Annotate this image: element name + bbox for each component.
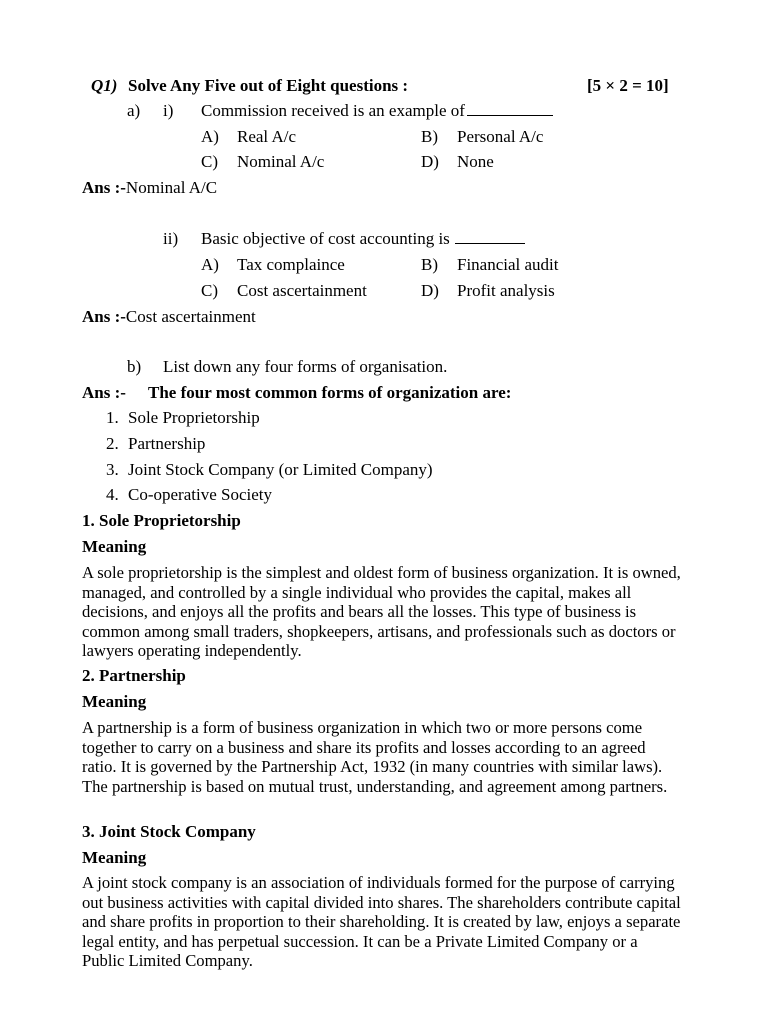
part-b-label: b) — [127, 357, 142, 376]
section-subheading: Meaning — [82, 848, 147, 867]
list-item-text: Partnership — [128, 434, 206, 453]
list-item: 4. — [106, 485, 119, 504]
q2-option-b-text: Financial audit — [457, 255, 559, 274]
q2-option-d-text: Profit analysis — [457, 281, 555, 300]
q2-number: ii) — [163, 229, 179, 248]
q1-answer: Ans :-Nominal A/C — [82, 178, 218, 197]
q1-text: Commission received is an example of — [201, 101, 553, 121]
q2-answer: Ans :-Cost ascertainment — [82, 307, 256, 326]
list-item-text: Joint Stock Company (or Limited Company) — [128, 460, 433, 479]
section-body: A sole proprietorship is the simplest and oldest form of business organization. It is owned, managed, and controlled by a single individual who provides the capital, makes all decisions, and enjoys all the profits and bears all the losses. This type of business is common among small traders, shopkeepers, artisans, and professionals such as doctors or lawyers operating independently. — [82, 563, 681, 661]
q1-option-b-letter: B) — [421, 127, 438, 146]
q2-option-b-letter: B) — [421, 255, 438, 274]
q1-option-a-text: Real A/c — [237, 127, 297, 146]
question-marks: [5 × 2 = 10] — [587, 76, 669, 95]
question-title: Solve Any Five out of Eight questions : — [128, 76, 409, 95]
section-heading: 2. Partnership — [82, 666, 186, 685]
q2-option-d-letter: D) — [421, 281, 439, 300]
q1-option-b-text: Personal A/c — [457, 127, 544, 146]
answer-blank — [467, 101, 553, 116]
section-body: A partnership is a form of business organization in which two or more persons come together to carry on a business and share its profits and losses according to an agreed ratio. It is governed by the Partnership Act, 1932 (in many countries with similar laws). The partnership is based on mutual trust, understanding, and agreement among partners. — [82, 718, 668, 796]
q1-option-c-text: Nominal A/c — [237, 152, 325, 171]
q1-option-d-letter: D) — [421, 152, 439, 171]
q2-option-c-text: Cost ascertainment — [237, 281, 367, 300]
q1-option-c-letter: C) — [201, 152, 218, 171]
q1-number: i) — [163, 101, 174, 120]
section-heading: 3. Joint Stock Company — [82, 822, 256, 841]
section-body: A joint stock company is an association of individuals formed for the purpose of carrying out business activities with capital divided into shares. The shareholders contribute capital and share profits in proportion to their shareholding. It is created by law, enjoys a separate legal entity, and has perpetual succession. It can be a Private Limited Company or a Public Limited Company. — [82, 873, 681, 971]
q2-option-c-letter: C) — [201, 281, 218, 300]
list-item-text: Co-operative Society — [128, 485, 272, 504]
part-b-answer-label: Ans :- — [82, 383, 126, 402]
q2-text: Basic objective of cost accounting is — [201, 229, 525, 249]
q2-option-a-text: Tax complaince — [237, 255, 345, 274]
list-item: 3. — [106, 460, 119, 479]
list-item-text: Sole Proprietorship — [128, 408, 260, 427]
q1-option-d-text: None — [457, 152, 494, 171]
part-a-label: a) — [127, 101, 141, 120]
part-b-answer-heading: The four most common forms of organization are: — [148, 383, 512, 402]
answer-blank — [455, 229, 525, 244]
part-b-text: List down any four forms of organisation. — [163, 357, 448, 376]
question-number: Q1) — [91, 76, 118, 95]
q2-option-a-letter: A) — [201, 255, 219, 274]
list-item: 2. — [106, 434, 119, 453]
list-item: 1. — [106, 408, 119, 427]
section-subheading: Meaning — [82, 537, 147, 556]
section-heading: 1. Sole Proprietorship — [82, 511, 241, 530]
q1-option-a-letter: A) — [201, 127, 219, 146]
section-subheading: Meaning — [82, 692, 147, 711]
